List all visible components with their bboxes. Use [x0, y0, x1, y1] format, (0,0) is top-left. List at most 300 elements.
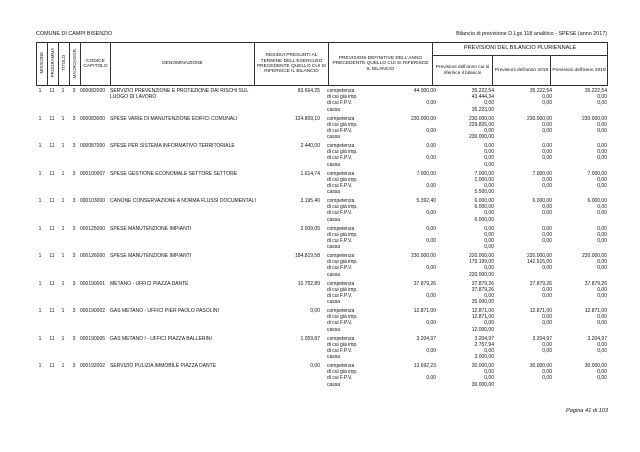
anno1-values-line: 12.000,00 [471, 326, 494, 333]
codice-value: 000100007 [80, 170, 106, 177]
anno3-values-line: 0,00 [597, 237, 607, 244]
previsioni-def-values-line: 0,00 [426, 182, 436, 189]
anno1-values-line: 220.000,00 [468, 253, 494, 259]
macroaggr-value: 3 [72, 143, 76, 149]
codice-value: 000087000 [80, 143, 106, 149]
previsioni-def-values [376, 308, 436, 333]
previsioni-def-values [376, 88, 436, 113]
line-labels-line: competenza [327, 170, 355, 177]
table-row [36, 335, 607, 363]
line-labels [327, 363, 375, 388]
previsioni-def-values-line: 3.204,97 [416, 335, 436, 342]
line-labels [327, 116, 375, 141]
anno1-values-line: 37.879,26 [471, 286, 494, 293]
anno2-values [496, 171, 552, 196]
denominazione-value: SPESE VARIE DI MANUTENZIONE EDIFICI COMUNALI [110, 115, 238, 122]
line-labels-line: di cui F.P.V. [327, 237, 353, 244]
anno2-values-line: 0,00 [542, 375, 552, 382]
missione-value: 1 [38, 253, 42, 259]
previsioni-def-values-line: 230.000,00 [410, 115, 436, 122]
anno3-values [552, 171, 607, 196]
table-row [36, 142, 607, 170]
anno2-values [496, 253, 552, 278]
denominazione-value: SPESE GESTIONE ECONOMALE SETTORE SETTORE [110, 170, 238, 177]
table-row [36, 307, 607, 335]
anno3-values-line: 0,00 [597, 143, 607, 149]
anno2-values-line: 7.000,00 [532, 170, 552, 177]
table-row [36, 87, 607, 115]
previsioni-def-values-line: 0,00 [426, 143, 436, 149]
anno1-values-line: 0,00 [484, 375, 494, 382]
anno3-values-line: 0,00 [597, 286, 607, 293]
anno2-values-line [496, 272, 552, 278]
line-labels-line: competenza [327, 143, 355, 149]
previsioni-def-values-line: 0,00 [426, 292, 436, 299]
residui-value: 10.752,89 [297, 280, 320, 287]
anno3-values-line: 0,00 [597, 225, 607, 232]
anno3-values [552, 308, 607, 333]
missione-value: 1 [38, 170, 42, 177]
anno1-values-line: 230.000,00 [468, 134, 494, 141]
line-labels [327, 198, 375, 223]
previsioni-def-values-line: 37.879,26 [413, 280, 436, 287]
titolo-value: 1 [61, 115, 65, 122]
codice-value: 000190001 [80, 280, 106, 287]
col-anno2: Previsioni dell'anno 2018 [493, 56, 551, 86]
codice-value: 000103000 [80, 198, 106, 204]
anno1-values-line: 3.000,00 [474, 354, 494, 361]
previsioni-def-values-line [376, 244, 436, 250]
anno2-values-line: 3.204,97 [532, 335, 552, 342]
residui-value: 1.059,87 [300, 335, 320, 342]
line-labels-line: di cui già imp. [327, 176, 358, 183]
anno3-values-line [552, 162, 607, 168]
titolo-value: 1 [61, 308, 65, 314]
previsioni-def-values [376, 116, 436, 141]
macroaggr-value: 3 [72, 225, 76, 232]
anno2-values-line [496, 244, 552, 250]
anno3-values-line: 3.204,97 [587, 335, 607, 342]
anno1-values-line: 6.000,00 [474, 198, 494, 204]
table-header [36, 42, 608, 86]
anno2-values-line: 0,00 [542, 182, 552, 189]
line-labels-line: di cui già imp. [327, 286, 358, 293]
previsioni-def-values-line: 0,00 [426, 347, 436, 354]
anno3-values [552, 143, 607, 168]
anno3-values-line: 220.000,00 [581, 253, 607, 259]
anno2-values-line [496, 217, 552, 223]
anno1-values-line: 43.444,34 [471, 94, 494, 101]
anno2-values-line: 0,00 [542, 149, 552, 156]
anno3-values-line: 12.871,00 [584, 308, 607, 314]
anno2-values-line [496, 299, 552, 305]
missione-value: 1 [38, 280, 42, 287]
anno2-values-line: 30.000,00 [529, 363, 552, 369]
denominazione-value: GAS METANO - UFFICI PIER PAOLO PASOLINI [110, 308, 219, 314]
anno1-values [436, 171, 494, 196]
anno3-values-line [552, 217, 607, 223]
anno2-values-line: 37.879,26 [529, 280, 552, 287]
previsioni-def-values-line [376, 299, 436, 305]
anno3-values [552, 198, 607, 223]
table-row [36, 225, 607, 253]
previsioni-def-values-line: 0,00 [426, 100, 436, 107]
anno1-values [436, 253, 494, 278]
anno3-values [552, 226, 607, 251]
page-number: Pagina 41 di 103 [566, 408, 608, 414]
anno3-values-line: 35.222,54 [584, 88, 607, 94]
previsioni-def-values [376, 281, 436, 306]
missione-value: 1 [38, 88, 42, 94]
anno3-values-line: 0,00 [597, 265, 607, 272]
anno3-values-line: 30.000,00 [584, 363, 607, 369]
anno2-values [496, 88, 552, 113]
report-title: Bilancio di previsione D.Lgs 118 analitico - SPESE (anno 2017) [456, 31, 607, 37]
line-labels-line: di cui F.P.V. [327, 127, 353, 134]
anno2-values-line [496, 162, 552, 168]
previsioni-def-values [376, 226, 436, 251]
anno1-values-line: 0,00 [484, 231, 494, 238]
residui-value: 184.819,58 [294, 253, 320, 259]
previsioni-def-values-line [376, 134, 436, 140]
anno2-values-line: 0,00 [542, 231, 552, 238]
previsioni-def-values-line: 0,00 [426, 127, 436, 134]
anno1-values [436, 281, 494, 306]
previsioni-def-values-line: 13.692,23 [413, 363, 436, 369]
line-labels-line: di cui già imp. [327, 314, 358, 321]
col-titolo: TITOLO [59, 43, 70, 86]
anno2-values-line [496, 107, 552, 113]
line-labels-line: di cui F.P.V. [327, 155, 353, 162]
anno3-values [552, 253, 607, 278]
line-labels-line: cassa [327, 326, 341, 333]
anno3-values-line: 6.000,00 [587, 198, 607, 204]
previsioni-def-values-line: 0,00 [426, 265, 436, 272]
denominazione-value: GAS METANO I - UFFICI PIAZZA BALLERINI [110, 335, 212, 342]
residui-value: 124.809,10 [294, 115, 320, 122]
anno3-values-line: 230.000,00 [581, 115, 607, 122]
anno3-values-line: 0,00 [597, 341, 607, 348]
anno1-values-line: 35.000,00 [471, 299, 494, 306]
anno2-values-line: 0,00 [542, 286, 552, 293]
previsioni-def-values-line: 230.000,00 [410, 253, 436, 259]
line-labels-line: di cui F.P.V. [327, 265, 353, 272]
anno1-values-line: 30.000,00 [471, 363, 494, 369]
anno2-values [496, 226, 552, 251]
previsioni-def-values-line: 0,00 [426, 320, 436, 327]
line-labels-line: di cui F.P.V. [327, 182, 353, 189]
previsioni-def-values-line [376, 189, 436, 195]
anno3-values-line [552, 327, 607, 333]
residui-value: 2.440,00 [300, 143, 320, 149]
line-labels-line: di cui F.P.V. [327, 210, 353, 217]
line-labels [327, 253, 375, 278]
anno3-values-line: 0,00 [597, 176, 607, 183]
anno2-values-line: 0,00 [542, 210, 552, 217]
table-row [36, 362, 607, 390]
denominazione-value: METANO - UFFICI PIAZZA DANTE [110, 280, 189, 287]
anno1-values-line: 0,00 [484, 320, 494, 327]
anno1-values [436, 336, 494, 361]
line-labels [327, 336, 375, 361]
anno3-values-line: 0,00 [597, 259, 607, 266]
line-labels-line: di cui F.P.V. [327, 292, 353, 299]
anno3-values-line: 0,00 [597, 182, 607, 189]
macroaggr-value: 3 [72, 170, 76, 177]
table-row [36, 170, 607, 198]
anno2-values-line: 35.222,54 [529, 88, 552, 94]
anno2-values-line: 0,00 [542, 143, 552, 149]
anno3-values-line: 0,00 [597, 155, 607, 162]
missione-value: 1 [38, 198, 42, 204]
anno2-values-line: 0,00 [542, 347, 552, 354]
anno3-values-line: 0,00 [597, 204, 607, 211]
anno1-values-line: 0,00 [484, 244, 494, 251]
anno1-values-line: 12.871,00 [471, 314, 494, 321]
line-labels-line: cassa [327, 216, 341, 223]
denominazione-value: CANONE CONSERVAZIONE A NORMA FLUSSI DOCUMENTALI [110, 198, 256, 204]
previsioni-def-values-line [376, 382, 436, 388]
col-previsioni-definitive: PREVISIONI DEFINITIVE DELL'ANNO PRECEDENTE QUELLO CUI SI RIFERISCE IL BILANCIO [329, 43, 433, 86]
anno2-values-line: 0,00 [542, 292, 552, 299]
missione-value: 1 [38, 115, 42, 122]
macroaggr-value: 3 [72, 198, 76, 204]
anno3-values-line: 0,00 [597, 369, 607, 376]
missione-value: 1 [38, 335, 42, 342]
programma-value: 11 [49, 335, 55, 342]
line-labels-line: competenza [327, 335, 355, 342]
anno3-values [552, 116, 607, 141]
programma-value: 11 [49, 88, 55, 94]
col-anno3: Previsioni dell'anno 2019 [551, 56, 608, 86]
residui-value: 1.614,74 [300, 170, 320, 177]
programma-value: 11 [49, 115, 55, 122]
line-labels-line: competenza [327, 280, 355, 287]
previsioni-def-values [376, 198, 436, 223]
table-row [36, 252, 607, 280]
previsioni-def-values-line: 0,00 [426, 237, 436, 244]
col-denominazione: DENOMINAZIONE [111, 43, 255, 86]
anno2-values-line [496, 134, 552, 140]
anno2-values-line: 6.000,00 [532, 198, 552, 204]
anno1-values-line: 35.222,54 [471, 88, 494, 94]
denominazione-value: SPESE MANUTENZIONE IMPIANTI [110, 253, 192, 259]
macroaggr-value: 3 [72, 280, 76, 287]
titolo-value: 1 [61, 280, 65, 287]
anno1-values-line: 7.000,00 [474, 170, 494, 177]
anno2-values-line [496, 382, 552, 388]
codice-value: 000190002 [80, 308, 106, 314]
anno3-values-line [552, 189, 607, 195]
missione-value: 1 [38, 308, 42, 314]
anno2-values [496, 308, 552, 333]
previsioni-def-values-line [376, 162, 436, 168]
macroaggr-value: 3 [72, 253, 76, 259]
table-row [36, 115, 607, 143]
anno2-values-line [496, 327, 552, 333]
anno1-values [436, 116, 494, 141]
residui-value: 0,00 [310, 308, 320, 314]
line-labels-line: di cui F.P.V. [327, 347, 353, 354]
anno1-values [436, 143, 494, 168]
anno2-values-line: 0,00 [542, 265, 552, 272]
previsioni-def-values-line [376, 217, 436, 223]
denominazione-value: SERVIZIO PREVENZIONE E PROTEZIONE DAI RISCHI SUL LUOGO DI LAVORO [110, 88, 249, 100]
previsioni-def-values-line: 0,00 [426, 375, 436, 382]
line-labels-line: competenza [327, 253, 355, 259]
entity-name: COMUNE DI CAMPI BISENZIO [36, 31, 113, 37]
anno1-values-line: 0,00 [484, 161, 494, 168]
anno2-values [496, 336, 552, 361]
codice-value: 000082000 [80, 88, 106, 94]
line-labels-line: di cui già imp. [327, 369, 358, 376]
anno1-values-line: 0,00 [484, 347, 494, 354]
anno1-values-line: 12.871,00 [471, 308, 494, 314]
previsioni-def-values-line [376, 272, 436, 278]
anno1-values-line: 30.000,00 [471, 381, 494, 388]
anno3-values-line: 37.879,26 [584, 280, 607, 287]
anno1-values [436, 226, 494, 251]
anno1-values-line: 0,00 [484, 210, 494, 217]
anno1-values-line: 0,00 [484, 182, 494, 189]
line-labels-line: di cui già imp. [327, 231, 358, 238]
missione-value: 1 [38, 143, 42, 149]
col-missione: MISSIONE [37, 43, 48, 86]
line-labels-line: cassa [327, 354, 341, 361]
codice-value: 000083000 [80, 115, 106, 122]
anno3-values-line [552, 299, 607, 305]
denominazione-value: SPESE PER SISTEMA INFORMATIVO TERRITORIALE [110, 143, 235, 149]
line-labels-line: competenza [327, 88, 355, 94]
anno3-values-line: 0,00 [597, 94, 607, 101]
line-labels [327, 308, 375, 333]
anno2-values-line [496, 189, 552, 195]
anno1-values-line: 0,00 [484, 143, 494, 149]
macroaggr-value: 3 [72, 115, 76, 122]
line-labels [327, 281, 375, 306]
line-labels-line: competenza [327, 198, 355, 204]
line-labels-line: cassa [327, 299, 341, 306]
residui-value: 83.664,25 [297, 88, 320, 94]
line-labels-line: di cui F.P.V. [327, 100, 353, 107]
previsioni-def-values-line: 0,00 [426, 210, 436, 217]
anno3-values-line: 0,00 [597, 320, 607, 327]
anno1-values [436, 198, 494, 223]
anno2-values-line: 0,00 [542, 204, 552, 211]
denominazione-value: SERVIZIO PULIZIA IMMOBILE PIAZZA DANTE [110, 363, 217, 369]
line-labels-line: di cui F.P.V. [327, 320, 353, 327]
macroaggr-value: 3 [72, 88, 76, 94]
previsioni-def-values [376, 253, 436, 278]
previsioni-def-values [376, 363, 436, 388]
anno3-values-line: 7.000,00 [587, 170, 607, 177]
anno2-values-line: 12.871,00 [529, 308, 552, 314]
codice-value: 000192002 [80, 363, 106, 369]
line-labels-line: di cui già imp. [327, 149, 358, 156]
anno3-values-line: 0,00 [597, 121, 607, 128]
titolo-value: 1 [61, 143, 65, 149]
anno1-values [436, 308, 494, 333]
line-labels [327, 143, 375, 168]
table-row [36, 197, 607, 225]
anno1-values-line: 0,00 [484, 292, 494, 299]
macroaggr-value: 3 [72, 363, 76, 369]
previsioni-def-values [376, 336, 436, 361]
anno3-values-line [552, 107, 607, 113]
line-labels-line: cassa [327, 271, 341, 278]
previsioni-def-values [376, 171, 436, 196]
anno3-values-line: 0,00 [597, 149, 607, 156]
codice-value: 000126000 [80, 253, 106, 259]
line-labels-line: di cui già imp. [327, 204, 358, 211]
anno1-values-line: 35.223,00 [471, 106, 494, 113]
anno1-values-line: 2.757,94 [474, 341, 494, 348]
anno1-values-line: 37.879,26 [471, 280, 494, 287]
anno2-values-line: 0,00 [542, 369, 552, 376]
anno1-values-line: 6.000,00 [474, 216, 494, 223]
line-labels-line: cassa [327, 381, 341, 388]
previsioni-def-values-line: 5.392,40 [416, 198, 436, 204]
titolo-value: 1 [61, 363, 65, 369]
titolo-value: 1 [61, 253, 65, 259]
anno3-values-line [552, 244, 607, 250]
col-pluriennale: PREVISIONI DEL BILANCIO PLURIENNALE [433, 43, 608, 56]
residui-value: 3.195,40 [300, 198, 320, 204]
line-labels-line: cassa [327, 134, 341, 141]
anno2-values-line: 230.000,00 [526, 115, 552, 122]
anno3-values-line: 0,00 [597, 100, 607, 107]
anno2-values-line: 0,00 [542, 100, 552, 107]
programma-value: 11 [49, 170, 55, 177]
anno3-values [552, 363, 607, 388]
macroaggr-value: 3 [72, 335, 76, 342]
macroaggr-value: 3 [72, 308, 76, 314]
line-labels [327, 171, 375, 196]
anno3-values-line: 0,00 [597, 347, 607, 354]
anno3-values [552, 88, 607, 113]
anno3-values-line [552, 272, 607, 278]
residui-value: 0,00 [310, 363, 320, 369]
line-labels-line: cassa [327, 189, 341, 196]
anno1-values-line: 0,00 [484, 149, 494, 156]
line-labels [327, 88, 375, 113]
col-codice: CODICE CAPITOLO [81, 43, 111, 86]
line-labels-line: di cui già imp. [327, 121, 358, 128]
titolo-value: 1 [61, 225, 65, 232]
anno2-values [496, 116, 552, 141]
anno2-values-line: 0,00 [542, 237, 552, 244]
programma-value: 11 [49, 198, 55, 204]
anno1-values-line: 6.000,00 [474, 204, 494, 211]
previsioni-def-values-line: 0,00 [426, 155, 436, 162]
line-labels-line: cassa [327, 106, 341, 113]
anno1-values-line: 0,00 [484, 265, 494, 272]
anno2-values-line [496, 354, 552, 360]
anno3-values-line [552, 134, 607, 140]
line-labels-line: cassa [327, 161, 341, 168]
anno2-values-line: 0,00 [542, 176, 552, 183]
line-labels-line: di cui F.P.V. [327, 375, 353, 382]
anno3-values-line: 0,00 [597, 210, 607, 217]
anno1-values-line: 230.000,00 [468, 115, 494, 122]
programma-value: 11 [49, 253, 55, 259]
anno2-values-line: 142.515,00 [526, 259, 552, 266]
previsioni-def-values [376, 143, 436, 168]
line-labels-line: di cui già imp. [327, 94, 358, 101]
anno1-values-line: 5.500,00 [474, 189, 494, 196]
line-labels-line: cassa [327, 244, 341, 251]
col-programma: PROGRAMMA [48, 43, 59, 86]
